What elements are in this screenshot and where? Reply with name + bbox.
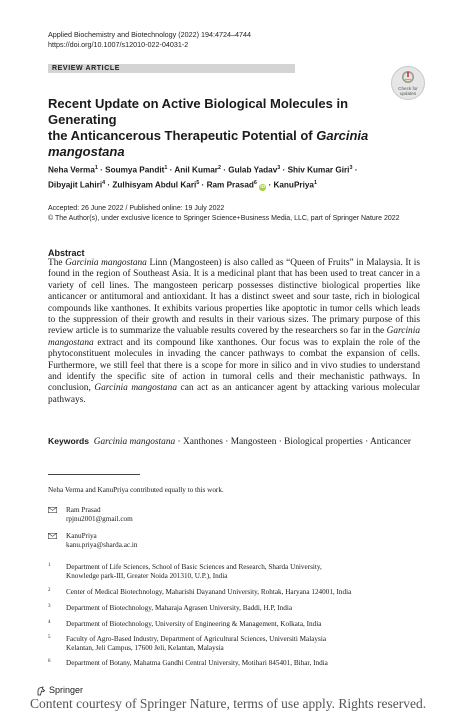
publisher-name: Springer	[49, 685, 84, 695]
keywords-label: Keywords	[48, 436, 90, 446]
author[interactable]: KanuPriya	[273, 180, 314, 190]
author[interactable]: Soumya Pandit	[105, 165, 165, 175]
correspondent-name: Ram Prasad	[66, 506, 101, 514]
correspondent-email[interactable]: kanu.priya@sharda.ac.in	[66, 541, 138, 549]
author[interactable]: Zulhisyam Abdul Kari	[112, 180, 197, 190]
correspondent-name: KanuPriya	[66, 532, 97, 540]
author[interactable]: Neha Verma	[48, 165, 95, 175]
article-type: REVIEW ARTICLE	[52, 65, 121, 72]
accepted-published: Accepted: 26 June 2022 / Published online: 19 July 2022	[48, 205, 225, 212]
publication-dates	[48, 204, 428, 223]
article-title: Recent Update on Active Biological Molecules in Generating the Anticancerous Therapeutic Potential of Garcinia mangostana	[48, 96, 369, 159]
check-for-updates-icon	[399, 70, 417, 84]
author[interactable]: Shiv Kumar Giri	[287, 165, 350, 175]
orcid-icon[interactable]: iD	[260, 184, 266, 190]
author[interactable]: Ram Prasad	[206, 180, 254, 190]
check-for-updates-label: Check for updates	[398, 86, 418, 97]
abstract-heading: Abstract	[48, 248, 85, 258]
envelope-icon	[48, 533, 57, 539]
correspondent-email[interactable]: rpjnu2001@gmail.com	[66, 515, 133, 523]
doi-link[interactable]: https://doi.org/10.1007/s12010-022-04031-2	[48, 40, 189, 49]
courtesy-watermark: Content courtesy of Springer Nature, terms of use apply. Rights reserved.	[30, 696, 427, 711]
author[interactable]: Anil Kumar	[174, 165, 218, 175]
equal-contribution-note: Neha Verma and KanuPriya contributed equally to this work.	[48, 486, 224, 494]
journal-citation: Applied Biochemistry and Biotechnology (2022) 194:4724–4744	[48, 30, 251, 39]
abstract-text: The Garcinia mangostana Linn (Mangosteen) is also called as “Queen of Fruits” in Malaysia. It is found in the region of Southeast Asia. It is a medicinal plant that has been used to treat cancer in a variety of cell lines. The mangosteen pericarp possesses distinctive biological properties like anticancer or antitumoral and antioxidant. It has a distinct sweet and sour taste, rich in biological compounds like xanthones. It exhibits various properties like apoptotic in tumor cells which leads to the suppression of their growth and results in their various sizes. The primary purpose of this review article is to summarize the valuable results covered by the researchers so far in the Garcinia mangostana extract and its compound like xanthones. Our focus was to explain the role of the phytoconstituent molecules in invading the cancer pathways to combat the expansion of cells. Furthermore, we still feel that there is a scope for more in silico and in vivo studies to understand and identify the specific site of action in tumoral cells and their mechanistic pathways. In conclusion, Garcinia mangostana can act as an anticancer agent by attacking various molecular pathways.	[48, 258, 420, 405]
journal-header	[48, 30, 251, 50]
footnote-rule	[48, 474, 140, 475]
author-list: Neha Verma$^1$ · Soumya Pandit$^1$ · Anil Kumar$^2$ · Gulab Yadav$^3$ · Shiv Kumar Giri$^3$ · Dibyajit Lahiri$^4$ · Zulhisyam Abdul Kari$^5$ · Ram Prasad$^6$ iD · KanuPriya$^1$	[48, 165, 358, 190]
copyright: © The Author(s), under exclusive licence to Springer Science+Business Media, LLC, part of Springer Nature 2022	[48, 214, 400, 222]
keywords: Keywords Garcinia mangostana · Xanthones · Mangosteen · Biological properties · Anticancer	[48, 436, 412, 447]
author[interactable]: Gulab Yadav	[228, 165, 278, 175]
envelope-icon	[48, 507, 57, 513]
author[interactable]: Dibyajit Lahiri	[48, 180, 103, 190]
